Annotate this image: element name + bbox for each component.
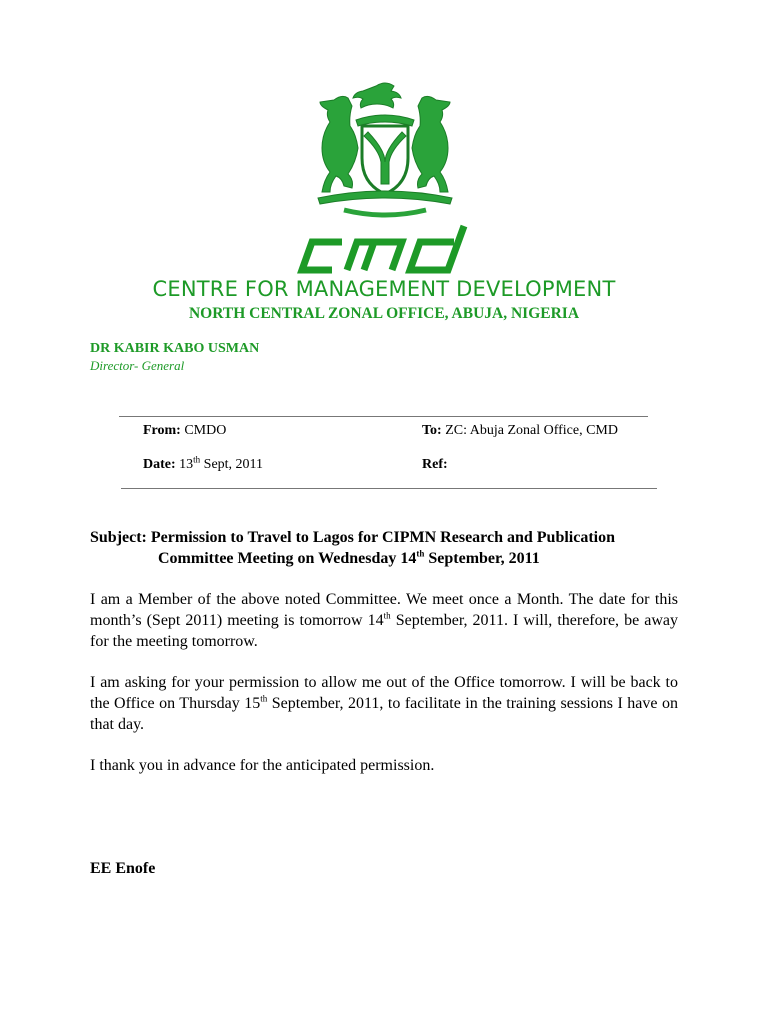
body-paragraph-2	[90, 672, 678, 735]
memo-from	[143, 423, 226, 439]
coat-of-arms-logo	[304, 80, 466, 226]
memo-subject	[90, 527, 680, 569]
subject-line-1: Subject: Permission to Travel to Lagos for CIPMN Research and Publication	[90, 529, 616, 546]
memo-ref	[422, 457, 448, 473]
ref-label: Ref:	[422, 457, 448, 472]
p1-suffix: th	[383, 610, 391, 621]
memo-date	[143, 454, 264, 473]
memo-bottom-divider	[121, 488, 657, 489]
memo-top-divider	[119, 416, 648, 417]
cmd-logo	[292, 222, 476, 278]
body-paragraph-1	[90, 589, 678, 652]
date-rest: Sept, 2011	[203, 457, 264, 472]
signoff-name: EE Enofe	[90, 860, 156, 877]
date-suffix: th	[193, 454, 201, 465]
date-day: 13	[179, 457, 194, 472]
director-title: Director- General	[90, 358, 185, 373]
office-location: NORTH CENTRAL ZONAL OFFICE, ABUJA, NIGERIA	[188, 305, 580, 322]
body-paragraph-3: I thank you in advance for the anticipated permission.	[90, 757, 435, 774]
subject-line-2-suffix: th	[416, 548, 425, 559]
to-label: To:	[422, 423, 442, 438]
p2-suffix: th	[260, 693, 268, 704]
to-value: ZC: Abuja Zonal Office, CMD	[445, 423, 618, 438]
p1-text-b: September, 2011. I will, therefore, be away for the meeting tomorrow.	[90, 612, 679, 650]
p2-text-a: I am asking for your permission to allow me out of the Office tomorrow. I will be back to the Office on Thursday 15	[90, 674, 678, 712]
organization-name: CENTRE FOR MANAGEMENT DEVELOPMENT	[152, 277, 616, 301]
memo-to	[422, 423, 618, 439]
director-name: DR KABIR KABO USMAN	[90, 341, 260, 356]
p1-text-a: I am a Member of the above noted Committee. We meet once a Month. The date for this month’s (Sept 2011) meeting is tomorrow 14	[90, 591, 678, 629]
date-label: Date:	[143, 457, 176, 472]
p2-text-b: September, 2011, to facilitate in the training sessions I have on that day.	[90, 695, 679, 733]
subject-line-2-text: Committee Meeting on Wednesday 14	[158, 550, 417, 567]
from-value: CMDO	[184, 423, 227, 438]
subject-line-2-date: September, 2011	[428, 550, 540, 567]
from-label: From:	[143, 423, 181, 438]
subject-line-2	[90, 548, 680, 569]
